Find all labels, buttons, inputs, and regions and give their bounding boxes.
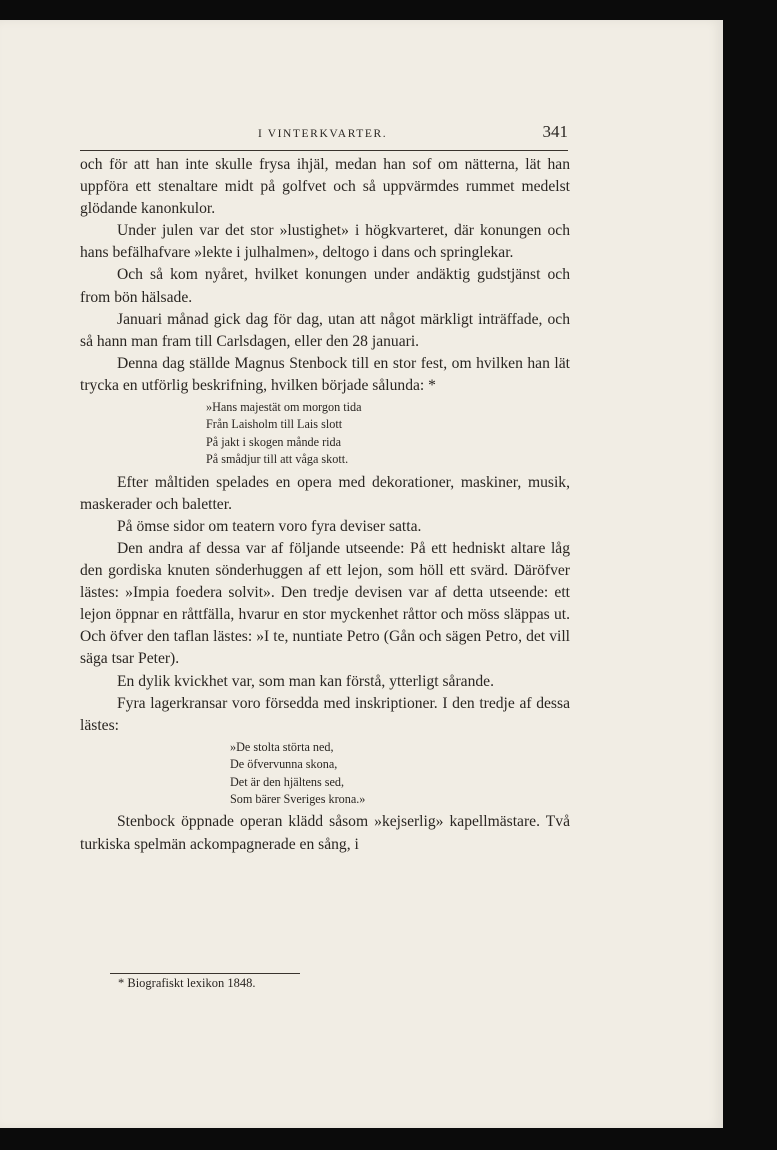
footnote: * Biografiskt lexikon 1848. (118, 976, 256, 990)
verse-line: På smådjur till att våga skott. (206, 452, 349, 467)
running-head (80, 124, 568, 151)
paragraph-1: och för att han inte skulle frysa ihjäl, medan han sof om nätterna, lät han uppföra ett stenaltare midt på golfvet och så uppvärmdes rummet medelst glödande kanonkulor. (80, 156, 570, 218)
paragraph-2: Under julen var det stor »lustighet» i högkvarteret, där konungen och hans befälhafvare »lekte i julhalmen», deltogo i dans och springlekar. (80, 222, 570, 262)
verse-line: »De stolta störta ned, (230, 739, 334, 754)
paragraph-8: Den andra af dessa var af följande utseende: På ett hedniskt altare låg den gordiska knuten sönderhuggen af ett lejon, som höll ett svärd. Däröfver lästes: »Impia foedera solvit». Den tredje devisen var af detta utseende: ett lejon öppnar en råttfälla, hvarur en stor myckenhet råttor och möss släppas ut. Och öfver den taflan lästes: »I te, nuntiate Petro (Gån och sägen Petro, det vill säga tsar Peter). (80, 539, 570, 668)
paragraph-7: På ömse sidor om teatern voro fyra deviser satta. (117, 517, 422, 535)
paragraph-10: Fyra lagerkransar voro försedda med inskriptioner. I den tredje af dessa lästes: (80, 694, 570, 734)
paragraph-5: Denna dag ställde Magnus Stenbock till en stor fest, om hvilken han lät trycka en utförlig beskrifning, hvilken började sålunda: * (80, 354, 570, 394)
verse-quote-2 (80, 739, 570, 809)
book-page (0, 20, 723, 1128)
verse-quote-1 (80, 399, 570, 469)
verse-line: På jakt i skogen månde rida (206, 434, 342, 449)
footnote-rule (110, 973, 300, 974)
verse-line: Det är den hjältens sed, (230, 774, 345, 789)
paragraph-11: Stenbock öppnade operan klädd såsom »kejserlig» kapellmästare. Två turkiska spelmän ackompagnerade en sång, i (80, 813, 570, 853)
verse-line: Från Laisholm till Lais slott (206, 417, 343, 432)
verse-line: De öfvervunna skona, (230, 757, 338, 772)
paragraph-4: Januari månad gick dag för dag, utan att något märkligt inträffade, och så hann man fram till Carlsdagen, eller den 28 januari. (80, 310, 570, 350)
paragraph-6: Efter måltiden spelades en opera med dekorationer, maskiner, musik, maskerader och baletter. (80, 473, 570, 513)
paragraph-9: En dylik kvickhet var, som man kan förstå, ytterligt sårande. (117, 672, 494, 690)
verse-line: »Hans majestät om morgon tida (206, 400, 362, 415)
paragraph-3: Och så kom nyåret, hvilket konungen under andäktig gudstjänst och from bön hälsade. (80, 266, 570, 306)
running-title: I VINTERKVARTER. (258, 128, 388, 140)
body-text (80, 154, 570, 856)
page-number: 341 (542, 122, 568, 141)
verse-line: Som bärer Sveriges krona.» (230, 792, 366, 806)
